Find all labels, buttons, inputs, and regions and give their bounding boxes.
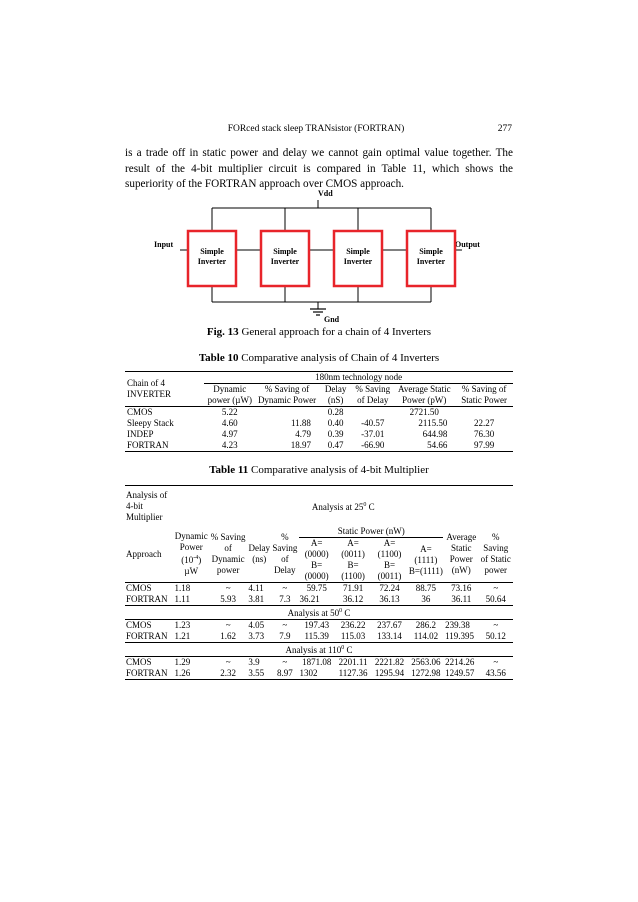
table-cell: 36.13 bbox=[379, 594, 400, 604]
inverter-block-1 bbox=[188, 231, 236, 286]
header-line: of bbox=[281, 554, 289, 564]
figure-caption-label: Fig. 13 bbox=[206, 326, 239, 338]
table10-caption bbox=[125, 352, 513, 364]
table-cell: 50.64 bbox=[485, 594, 506, 604]
table-cell: 7.9 bbox=[279, 631, 291, 641]
header-exponent: -4 bbox=[193, 555, 199, 561]
table-cell: 2.32 bbox=[220, 668, 237, 678]
table-cell: 72.24 bbox=[379, 583, 400, 593]
table-cell: ~ bbox=[282, 583, 288, 593]
approach-header: Approach bbox=[126, 548, 162, 559]
analysis-50-header bbox=[125, 606, 513, 620]
table-cell bbox=[455, 407, 513, 419]
input-label: Input bbox=[154, 240, 174, 249]
header-line: Power bbox=[179, 542, 203, 552]
table11-section-50 bbox=[125, 606, 513, 620]
table-cell: 2214.26 bbox=[445, 657, 475, 667]
table-cell: ~ bbox=[225, 620, 231, 630]
table-cell: 11.88 bbox=[291, 418, 311, 428]
table-cell: 22.27 bbox=[474, 418, 495, 428]
table-cell: 1.29 bbox=[174, 657, 191, 667]
table-cell: 59.75 bbox=[306, 583, 327, 593]
inverter-block-4 bbox=[407, 231, 455, 286]
table-cell: 133.14 bbox=[377, 631, 402, 641]
table-cell: 115.39 bbox=[304, 631, 329, 641]
col-delay bbox=[247, 526, 271, 583]
header-line: % Saving bbox=[210, 532, 246, 542]
header-line: Saving bbox=[272, 543, 298, 553]
table-10 bbox=[125, 371, 513, 452]
table-row bbox=[125, 594, 513, 606]
table-cell: 36.12 bbox=[342, 594, 364, 604]
block-4-line-1: Simple bbox=[419, 247, 443, 256]
corner-line: Multiplier bbox=[126, 511, 163, 522]
analysis-50-degree: 0 bbox=[339, 608, 343, 614]
inverter-chain-figure bbox=[150, 188, 510, 326]
table-cell: 1.21 bbox=[174, 631, 191, 641]
table-cell: 2115.50 bbox=[418, 418, 448, 428]
table-cell: 114.02 bbox=[413, 631, 439, 641]
header-line: Delay bbox=[248, 543, 271, 553]
table-cell: ~ bbox=[493, 620, 499, 630]
table-cell: 4.11 bbox=[248, 583, 264, 593]
analysis-50-text: Analysis at 50 bbox=[287, 608, 340, 618]
table-row bbox=[125, 668, 513, 680]
table-cell: 1249.57 bbox=[445, 668, 475, 678]
header-line: B=(0000) bbox=[304, 560, 329, 581]
header-line: B=(1100) bbox=[341, 560, 365, 581]
vdd-label: Vdd bbox=[318, 189, 333, 198]
inverter-block-2 bbox=[261, 231, 309, 286]
table-cell: ~ bbox=[282, 620, 288, 630]
table11-caption-label: Table 11 bbox=[209, 464, 249, 476]
static-col-4 bbox=[408, 538, 444, 583]
table-cell: FORTRAN bbox=[126, 631, 168, 641]
table-row bbox=[125, 407, 513, 419]
table-cell: 115.03 bbox=[340, 631, 366, 641]
table10-col-saving-dynamic: % Saving of Dynamic Power bbox=[257, 384, 317, 405]
table10-caption-text: Comparative analysis of Chain of 4 Inverters bbox=[238, 352, 440, 364]
table10-col-saving-delay: % Saving of Delay bbox=[355, 384, 391, 405]
header-line: Dynamic bbox=[174, 531, 208, 541]
table-cell: Sleepy Stack bbox=[127, 418, 174, 428]
table-row bbox=[125, 583, 513, 595]
header-line: Dynamic bbox=[211, 554, 245, 564]
table-cell: 1295.94 bbox=[374, 668, 405, 678]
table-cell: 286.2 bbox=[415, 620, 437, 630]
table10-col-dynamic-power: Dynamic power (µW) bbox=[207, 384, 252, 405]
table10-col-delay: Delay (nS) bbox=[324, 384, 347, 405]
table-cell: 644.98 bbox=[422, 429, 448, 439]
table-cell: CMOS bbox=[126, 620, 152, 630]
table-cell: -40.57 bbox=[361, 418, 385, 428]
table-cell: 1127.36 bbox=[338, 668, 368, 678]
static-col-2 bbox=[335, 538, 371, 583]
analysis-25-text: Analysis at 25 bbox=[311, 501, 364, 512]
table-cell: ~ bbox=[282, 657, 288, 667]
table-row bbox=[125, 657, 513, 669]
header-line: of bbox=[224, 543, 232, 553]
col-dynamic-power bbox=[174, 526, 209, 583]
table-cell: 3.81 bbox=[248, 594, 265, 604]
table-row bbox=[125, 418, 513, 429]
table-cell: 73.16 bbox=[451, 583, 472, 593]
static-col-3 bbox=[371, 538, 407, 583]
table-cell: 1.18 bbox=[174, 583, 191, 593]
table-cell: 5.22 bbox=[221, 407, 238, 417]
header-line: of Static bbox=[480, 554, 511, 564]
table-cell: 36.21 bbox=[299, 594, 320, 604]
table11-caption-text: Comparative analysis of 4-bit Multiplier bbox=[248, 464, 429, 476]
table-cell: INDEP bbox=[127, 429, 154, 439]
header-line: % bbox=[492, 532, 500, 542]
header-line: B=(0011) bbox=[377, 560, 402, 581]
table-cell: 71.91 bbox=[342, 583, 364, 593]
header-line: A=(1111) bbox=[414, 543, 438, 565]
inverter-block-3 bbox=[334, 231, 382, 286]
table-cell: 7.3 bbox=[279, 594, 291, 604]
gnd-label: Gnd bbox=[324, 315, 340, 324]
analysis-25-unit: C bbox=[366, 501, 375, 512]
table-cell: ~ bbox=[493, 657, 499, 667]
table-cell: 1.23 bbox=[174, 620, 191, 630]
table11-header-row-1 bbox=[125, 486, 513, 527]
header-line: power bbox=[484, 565, 507, 575]
table-cell: 4.79 bbox=[295, 429, 311, 439]
table-cell: 4.60 bbox=[221, 418, 238, 428]
paragraph-text: is a trade off in static power and delay we cannot gain optimal value together. The result of the 4-bit multiplier circuit is compared in Table 11, which shows the superiority of the FORTRAN approach over CMOS approach. bbox=[125, 147, 513, 191]
table-cell: 0.28 bbox=[327, 407, 344, 417]
header-line: Delay bbox=[274, 565, 296, 575]
analysis-50-unit: C bbox=[342, 608, 351, 618]
running-title: FORced stack sleep TRANsistor (FORTRAN) bbox=[227, 124, 405, 134]
col-saving-dynamic bbox=[209, 526, 247, 583]
table-cell: 2221.82 bbox=[374, 657, 405, 667]
static-col-1 bbox=[298, 538, 334, 583]
table-cell: 18.97 bbox=[290, 440, 311, 450]
header-line: Average bbox=[446, 532, 477, 542]
table-cell: 4.23 bbox=[221, 440, 238, 450]
table10-group-header: 180nm technology node bbox=[204, 372, 513, 384]
table-cell: 88.75 bbox=[415, 583, 437, 593]
table-cell: ~ bbox=[225, 657, 231, 667]
analysis-110-unit: C bbox=[344, 645, 353, 655]
table-cell: 239.38 bbox=[445, 620, 470, 630]
table-cell: ~ bbox=[493, 583, 499, 593]
header-part: (10 bbox=[181, 555, 194, 565]
analysis-110-header bbox=[125, 643, 513, 657]
table-cell: 36.11 bbox=[451, 594, 472, 604]
header-line: A=(0011) bbox=[341, 538, 365, 559]
block-3-line-1: Simple bbox=[346, 247, 370, 256]
table-cell: 0.40 bbox=[327, 418, 344, 428]
table-row bbox=[125, 631, 513, 643]
table11-caption bbox=[125, 464, 513, 476]
table-cell: 4.97 bbox=[221, 429, 238, 439]
table-cell: 3.73 bbox=[248, 631, 265, 641]
analysis-25-header bbox=[174, 486, 513, 527]
table-cell: 3.9 bbox=[248, 657, 260, 667]
block-3-line-2: Inverter bbox=[343, 257, 373, 266]
output-label: Output bbox=[455, 240, 480, 249]
corner-line: 4-bit bbox=[126, 500, 143, 511]
table-cell: 197.43 bbox=[304, 620, 330, 630]
table-cell: FORTRAN bbox=[126, 594, 168, 604]
block-2-line-2: Inverter bbox=[270, 257, 300, 266]
header-line: Static bbox=[451, 543, 472, 553]
block-1-line-1: Simple bbox=[200, 247, 224, 256]
table-cell: 1871.08 bbox=[302, 657, 332, 667]
table-cell: 1.11 bbox=[174, 594, 190, 604]
static-power-header-text: Static Power (nW) bbox=[299, 526, 443, 538]
figure-caption-text: General approach for a chain of 4 Inverters bbox=[238, 326, 432, 338]
table-cell: 236.22 bbox=[340, 620, 366, 630]
table-cell bbox=[352, 407, 393, 419]
table-row bbox=[125, 620, 513, 632]
header-line: (nW) bbox=[451, 565, 471, 575]
table-cell: 1.26 bbox=[174, 668, 191, 678]
analysis-110-text: Analysis at 110 bbox=[285, 645, 342, 655]
table10-header-row-1 bbox=[125, 372, 513, 384]
header-line: Saving bbox=[483, 543, 509, 553]
table-cell: 8.97 bbox=[276, 668, 293, 678]
table-cell: 36 bbox=[421, 594, 431, 604]
table10-row-header: Chain of 4 INVERTER bbox=[127, 378, 171, 399]
table-cell: FORTRAN bbox=[127, 440, 169, 450]
table-cell: 50.12 bbox=[485, 631, 506, 641]
table-cell: -66.90 bbox=[361, 440, 385, 450]
table11-corner bbox=[125, 486, 174, 527]
figure-caption bbox=[125, 326, 513, 338]
table-cell: 5.93 bbox=[220, 594, 237, 604]
col-saving-delay bbox=[271, 526, 298, 583]
table-cell: 1.62 bbox=[220, 631, 237, 641]
table-cell: 4.05 bbox=[248, 620, 265, 630]
table11-section-110 bbox=[125, 643, 513, 657]
table-cell: 0.39 bbox=[327, 429, 344, 439]
header-line: B=(1111) bbox=[408, 565, 443, 576]
table10-col-static-power: Average Static Power (pW) bbox=[398, 384, 451, 405]
table-cell: 2721.50 bbox=[409, 407, 439, 417]
block-2-line-1: Simple bbox=[273, 247, 297, 256]
table-cell: 1302 bbox=[299, 668, 318, 678]
header-part: ) bbox=[198, 555, 202, 565]
corner-line: Analysis of bbox=[126, 489, 168, 500]
block-1-line-2: Inverter bbox=[197, 257, 227, 266]
table-11 bbox=[125, 485, 513, 680]
table-cell: 3.55 bbox=[248, 668, 265, 678]
table-cell: 119.395 bbox=[445, 631, 475, 641]
table-cell: 76.30 bbox=[474, 429, 495, 439]
col-average-static bbox=[444, 526, 478, 583]
analysis-110-degree: 0 bbox=[341, 645, 345, 651]
col-saving-static bbox=[479, 526, 514, 583]
table10-caption-label: Table 10 bbox=[198, 352, 239, 364]
table-cell: 0.47 bbox=[327, 440, 344, 450]
table-cell: 1272.98 bbox=[411, 668, 441, 678]
header-line: (ns) bbox=[252, 554, 267, 564]
table-row bbox=[125, 440, 513, 452]
table-cell: CMOS bbox=[126, 657, 152, 667]
analysis-25-degree: 0 bbox=[363, 501, 367, 508]
table-row bbox=[125, 429, 513, 440]
table-cell: CMOS bbox=[126, 583, 152, 593]
block-4-line-2: Inverter bbox=[416, 257, 446, 266]
table-cell: 43.56 bbox=[485, 668, 506, 678]
static-power-header bbox=[298, 526, 444, 538]
table-cell: -37.01 bbox=[361, 429, 385, 439]
table11-header-row-2 bbox=[125, 526, 513, 538]
header-line bbox=[175, 553, 208, 566]
header-line: µW bbox=[184, 566, 199, 576]
header-line: % bbox=[281, 532, 289, 542]
header-line: power bbox=[216, 565, 240, 575]
body-paragraph bbox=[125, 146, 513, 193]
table-cell: 54.66 bbox=[427, 440, 448, 450]
table-cell: 2563.06 bbox=[411, 657, 441, 667]
table10-col-saving-static: % Saving of Static Power bbox=[461, 384, 508, 405]
table-cell: ~ bbox=[225, 583, 231, 593]
header-line: A=(0000) bbox=[304, 538, 329, 559]
table-cell: 97.99 bbox=[474, 440, 495, 450]
table-cell: FORTRAN bbox=[126, 668, 168, 678]
header-line: A=(1100) bbox=[377, 538, 402, 559]
table-cell: 237.67 bbox=[377, 620, 402, 630]
table-cell: 2201.11 bbox=[338, 657, 368, 667]
page-number: 277 bbox=[497, 124, 512, 134]
table-cell: CMOS bbox=[127, 407, 153, 417]
table-cell bbox=[255, 407, 319, 419]
header-line: Power bbox=[449, 554, 473, 564]
